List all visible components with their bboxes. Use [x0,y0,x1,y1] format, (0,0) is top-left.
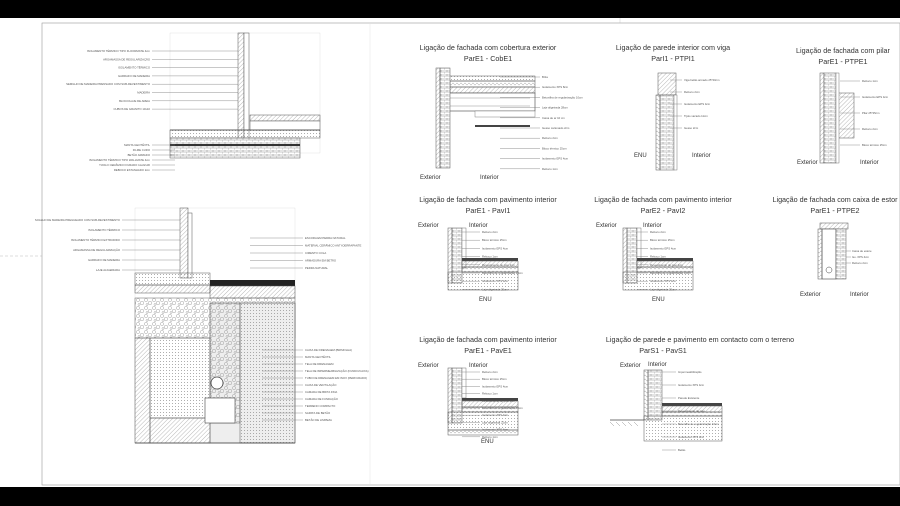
annotation-label: Isolamento EPS 4cm [542,156,569,161]
annotation-label: SEMILHO DE MADEIRA PRENSADO COM SUB-REVESTIMENTO [66,82,150,87]
pavi1-enu: ENU [479,297,492,303]
annotation-label: Isolamento XPS 8cm [542,85,569,90]
pavi2-interior: Interior [643,223,662,229]
annotation-label: BETÃO DE LIMPEZA [305,418,332,422]
annotation-label: PEDRA NATURAL [305,266,329,270]
annotation-label: CAMADA DE FUNDAÇÃO [305,397,338,401]
annotation-label: MANTA GEOTÊXTIL [305,355,331,359]
annotation-label: Reboco 1cm [542,166,558,171]
ptpe2-title: Ligação de fachada com caixa de estor [772,195,898,204]
annotation-label: Reboco 1cm [482,391,498,396]
detail-pavs1 [606,335,794,452]
annotation-label: ESCORA EM PEDRA NATURAL [305,236,346,240]
left-top-detail [66,33,320,172]
annotation-label: Isolamento XPS 4cm [678,383,705,387]
pavs1-title: Ligação de parede e pavimento em contacto com o terreno [605,335,795,344]
annotation-label: Isolamento XPS 4cm [482,427,509,432]
pavi1-exterior: Exterior [418,223,439,229]
ptpi1-code: ParI1 - PTPI1 [651,54,695,63]
annotation-label: Pilar 25*25cm [862,111,880,115]
cobe1-exterior: Exterior [420,175,441,181]
annotation-label: Betonilha de regularização 10cm [482,271,523,275]
annotation-label: TIJOLO CERÂMICO FURADO 11x22x30 [99,163,150,167]
annotation-label: FILME CURO [132,148,150,152]
annotation-label: Betonilha de regularização 10cm [542,95,583,100]
pave1-exterior: Exterior [418,363,439,369]
annotation-label: TELA DE DRENAGEM [305,362,334,366]
detail-cobe1 [420,43,584,181]
annotation-label: Reboco 1cm [482,254,498,259]
cobe1-title: Ligação de fachada com cobertura exterior [419,43,557,52]
annotation-label: Bloco térmico 25cm [482,238,507,243]
pavi2-enu: ENU [652,297,665,303]
pave1-title: Ligação de fachada com pavimento interior [419,335,557,344]
annotation-label: Laje aligeirada 22cm [482,287,508,292]
annotation-label: Tijolo vazado 11cm [684,114,708,118]
annotation-label: REBOCO ESTANHADO 2cm [113,168,150,172]
pavi2-code: ParE2 - PavI2 [640,206,686,215]
annotation-label: Isolamento XPS 4cm [650,279,677,284]
annotation-label: Betonilha de regularização 10cm [678,422,719,426]
annotation-label: Impermeabilização [678,370,702,374]
pave1-interior: Interior [469,363,488,369]
annotation-label: Isolamento XPS 4cm [482,279,509,284]
ptpe1-title: Ligação de fachada com pilar [796,46,890,55]
annotation-label: Revestimento de piso 2cm [650,262,683,267]
ptpe1-exterior: Exterior [797,160,818,166]
detail-ptpe1 [796,46,891,166]
annotation-label: Reboco 2cm [482,370,498,374]
annotation-label: Betonilha de regularização 10cm [650,271,691,275]
annotation-label: Isolamento EPS 4cm [482,246,509,251]
annotation-label: Gesso 2cm [684,126,699,130]
annotation-label: Bloco térmico 25cm [650,238,675,243]
annotation-label: Reboco 2cm [650,230,666,234]
annotation-label: Isolamento XPS 4cm [678,435,705,439]
annotation-label: CAIXA DE VENTILAÇÃO [305,383,337,387]
annotation-label: Reboco 1cm [650,254,666,259]
detail-pavi1 [418,195,557,303]
ptpe1-code: ParE1 - PTPE1 [818,57,868,66]
annotation-label: Parede Existente [678,396,700,400]
annotation-label: Laje aligeirada 22cm [650,287,676,292]
annotation-label: Brita [542,75,548,79]
sheet-svg [0,18,900,487]
annotation-label: Bloco térmico 25cm [542,146,567,151]
annotation-label: CAIXA DE DRENAGEM (BRIMOLHA) [305,348,353,352]
annotation-label: Laje aligeirada 22cm [482,420,508,425]
annotation-label: Iso. XPS 4cm [852,255,869,259]
annotation-label: Betonilha de regularização 10cm [482,406,523,410]
annotation-label: Reboco 2cm [862,127,878,131]
left-bottom-detail [35,208,369,443]
annotation-label: TERRENO COMPACTO [305,404,336,408]
pave1-enu: ENU [481,439,494,445]
annotation-label: Laje aligeirada 28cm [542,105,568,110]
ptpi1-title: Ligação de parede interior com viga [615,43,731,52]
annotation-label: Revestimento de piso 2cm [482,262,515,267]
annotation-label: Isolamento EPS 4cm [650,246,677,251]
cobe1-code: ParE1 - CobE1 [463,54,513,63]
annotation-label: TELA DE IMPERMEABILIZAÇÃO (FUNDO/CAIXA) [305,369,369,373]
annotation-label: Reboco 2cm [684,90,700,94]
annotation-label: Isolamento EPS 4cm [862,95,889,99]
annotation-label: Viga betão armado 25*40cm [684,78,720,82]
annotation-label: ISOLAMENTO TÉRMICO [118,65,150,70]
ptpe2-interior: Interior [850,292,869,298]
annotation-label: ISOLAMENTO TÉRMICO [88,228,120,232]
annotation-label: BLOCO/LAJE DE AREIA [119,98,150,103]
annotation-label: CIMENTO COLA [305,251,327,255]
detail-pave1 [418,335,557,445]
annotation-label: CUBOS DE GRANITO 10x10 [113,107,150,112]
annotation-label: MATERIAL CERÂMICO ANTI-DERRAPANTE [305,243,362,248]
ptpe2-code: ParE1 - PTPE2 [810,206,860,215]
annotation-label: ISOLAMENTO TÉRMICO TIPO WALLMATE 4cm [88,158,150,162]
annotation-label: SOALHO DE MADEIRA PREGUEADO COM SUB-REVESTIMENTO [34,218,120,222]
annotation-label: Reboco 2cm [852,261,868,265]
annotation-label: Caixa de estore [852,249,872,253]
ptpi1-enu: ENU [634,153,647,159]
annotation-label: ARGAMASSA DE REGULARIZAÇÃO [103,57,150,62]
annotation-label: Gesso cartonado 2cm [542,126,570,130]
pavi1-interior: Interior [469,223,488,229]
annotation-label: Reboco 2cm [542,136,558,141]
annotation-label: GARRAFO DE MADEIRA [117,73,150,78]
annotation-label: ARGAMASSA DE REGULARIZAÇÃO [73,248,120,252]
annotation-label: Reboco 1cm [862,79,878,83]
top-letterbox [0,0,900,18]
pavs1-exterior: Exterior [620,363,641,369]
cobe1-interior: Interior [480,175,499,181]
annotation-label: ARMADURA EM BETÃO [305,258,337,263]
annotation-label: Isolamento EPS 4cm [482,384,509,389]
pavs1-interior: Interior [648,362,667,368]
detail-ptpi1 [616,43,730,170]
annotation-label: ISOLAMENTO TÉRMICO TIPO FLOORMATE 4cm [86,49,150,53]
annotation-label: Reboco 2cm [482,230,498,234]
annotation-label: SAPATA DE BETÃO [305,411,331,415]
pavi1-code: ParE1 - PavI1 [465,206,511,215]
annotation-label: Betão [678,448,686,452]
detail-ptpe2 [772,195,898,298]
annotation-label: Revestimento de piso 2cm [482,398,515,403]
detail-pavi2 [594,195,732,303]
annotation-label: Bloco térmico 25cm [862,143,887,147]
pave1-code: ParE1 - PavE1 [464,346,512,355]
pavi2-exterior: Exterior [596,223,617,229]
annotation-label: MADEIRA [137,90,150,95]
annotation-label: Isolamento XPS 4cm [482,413,509,418]
annotation-label: CAMADA DE BRITA FINA [305,390,338,394]
annotation-label: Isolamento EPS 4cm [684,102,711,106]
bottom-letterbox [0,487,900,506]
annotation-label: BETÃO ARMADO [127,153,150,157]
annotation-label: Bloco térmico 25cm [482,377,507,382]
annotation-label: TUBO DE DRENAGEM EM INOX (PERFURADO) [305,376,368,380]
pavi2-title: Ligação de fachada com pavimento interior [594,195,732,204]
pavs1-code: ParS1 - PavS1 [639,346,687,355]
annotation-label: Reboco 1cm [482,434,498,439]
annotation-label: LAJE ALIGEIRADA [95,268,120,272]
annotation-label: Caixa de ar 10 cm [542,115,565,120]
pavi1-title: Ligação de fachada com pavimento interior [419,195,557,204]
annotation-label: GARRAFO DE MADEIRA [87,258,120,262]
paper [0,18,900,487]
ptpe2-exterior: Exterior [800,292,821,298]
ptpi1-interior: Interior [692,153,711,159]
annotation-label: MANTA GEOTÊXTIL [124,143,150,147]
annotation-label: Revestimento de piso [678,409,705,413]
annotation-label: ISOLAMENTO TÉRMICO EXTRUDIDO [70,238,120,242]
ptpe1-interior: Interior [860,160,879,166]
